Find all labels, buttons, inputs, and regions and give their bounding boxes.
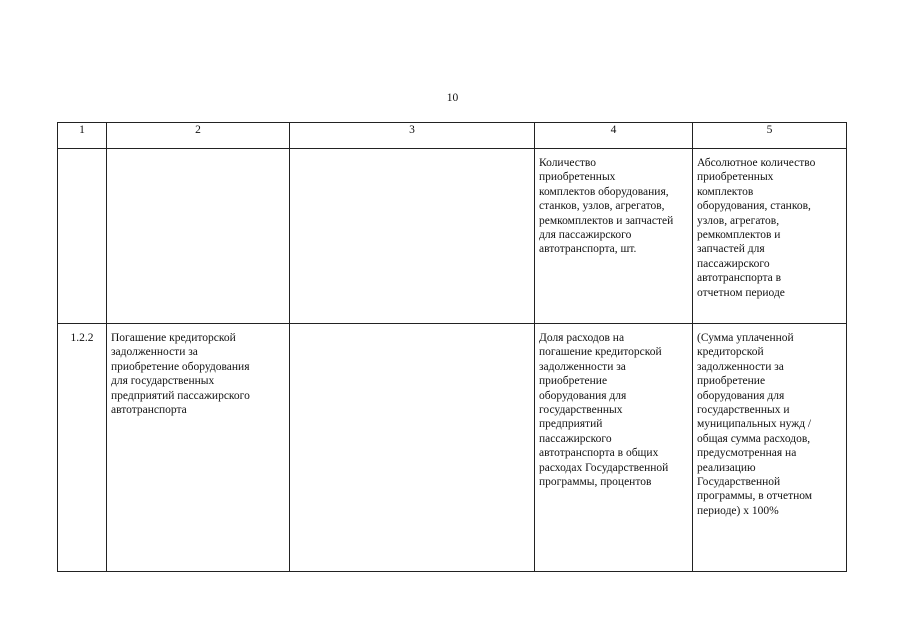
measure-name: [107, 149, 289, 156]
indicator-name: Доля расходов на погашение кредиторской задолженности за приобретение оборудования для государственных предприятий пассажирского автотранспорта в общих расходах Государственной программы, процентов: [539, 332, 669, 489]
page-number: 10: [446, 92, 459, 104]
header-cell-5: 5: [693, 123, 847, 149]
calculation-method-cell: [693, 149, 847, 324]
column-3-cell: [290, 324, 535, 572]
row-number-cell: [58, 324, 107, 572]
table-header-row: [58, 123, 847, 149]
header-cell-3: 3: [290, 123, 535, 149]
calculation-method-cell: [693, 324, 847, 572]
table-row: [58, 149, 847, 324]
table-row: [58, 324, 847, 572]
column-3-text: [290, 149, 534, 156]
measure-name-cell: [107, 149, 290, 324]
indicator-name: Количество приобретенных комплектов оборудования, станков, узлов, агрегатов, ремкомплектов и запчастей для пассажирского автотранспорта, шт.: [539, 157, 674, 256]
column-3-cell: [290, 149, 535, 324]
row-number: 1.2.2: [70, 332, 94, 344]
header-cell-2: 2: [107, 123, 290, 149]
calculation-method: Абсолютное количество приобретенных комплектов оборудования, станков, узлов, агрегатов, ремкомплектов и запчастей для пассажирского автотранспорта в отчетном периоде: [697, 157, 816, 299]
indicator-table: [57, 122, 847, 572]
header-cell-1: 1: [58, 123, 107, 149]
measure-name: Погашение кредиторской задолженности за приобретение оборудования для государственных предприятий пассажирского автотранспорта: [111, 332, 250, 417]
indicator-name-cell: [535, 324, 693, 572]
column-3-text: [290, 324, 534, 331]
row-number: [58, 149, 106, 156]
row-number-cell: [58, 149, 107, 324]
calculation-method: (Сумма уплаченной кредиторской задолженности за приобретение оборудования для государственных и муниципальных нужд / общая сумма расходов, предусмотренная на реализацию Государственной программы, в отчетном периоде) х 100%: [697, 332, 813, 517]
measure-name-cell: [107, 324, 290, 572]
indicator-name-cell: [535, 149, 693, 324]
header-cell-4: 4: [535, 123, 693, 149]
